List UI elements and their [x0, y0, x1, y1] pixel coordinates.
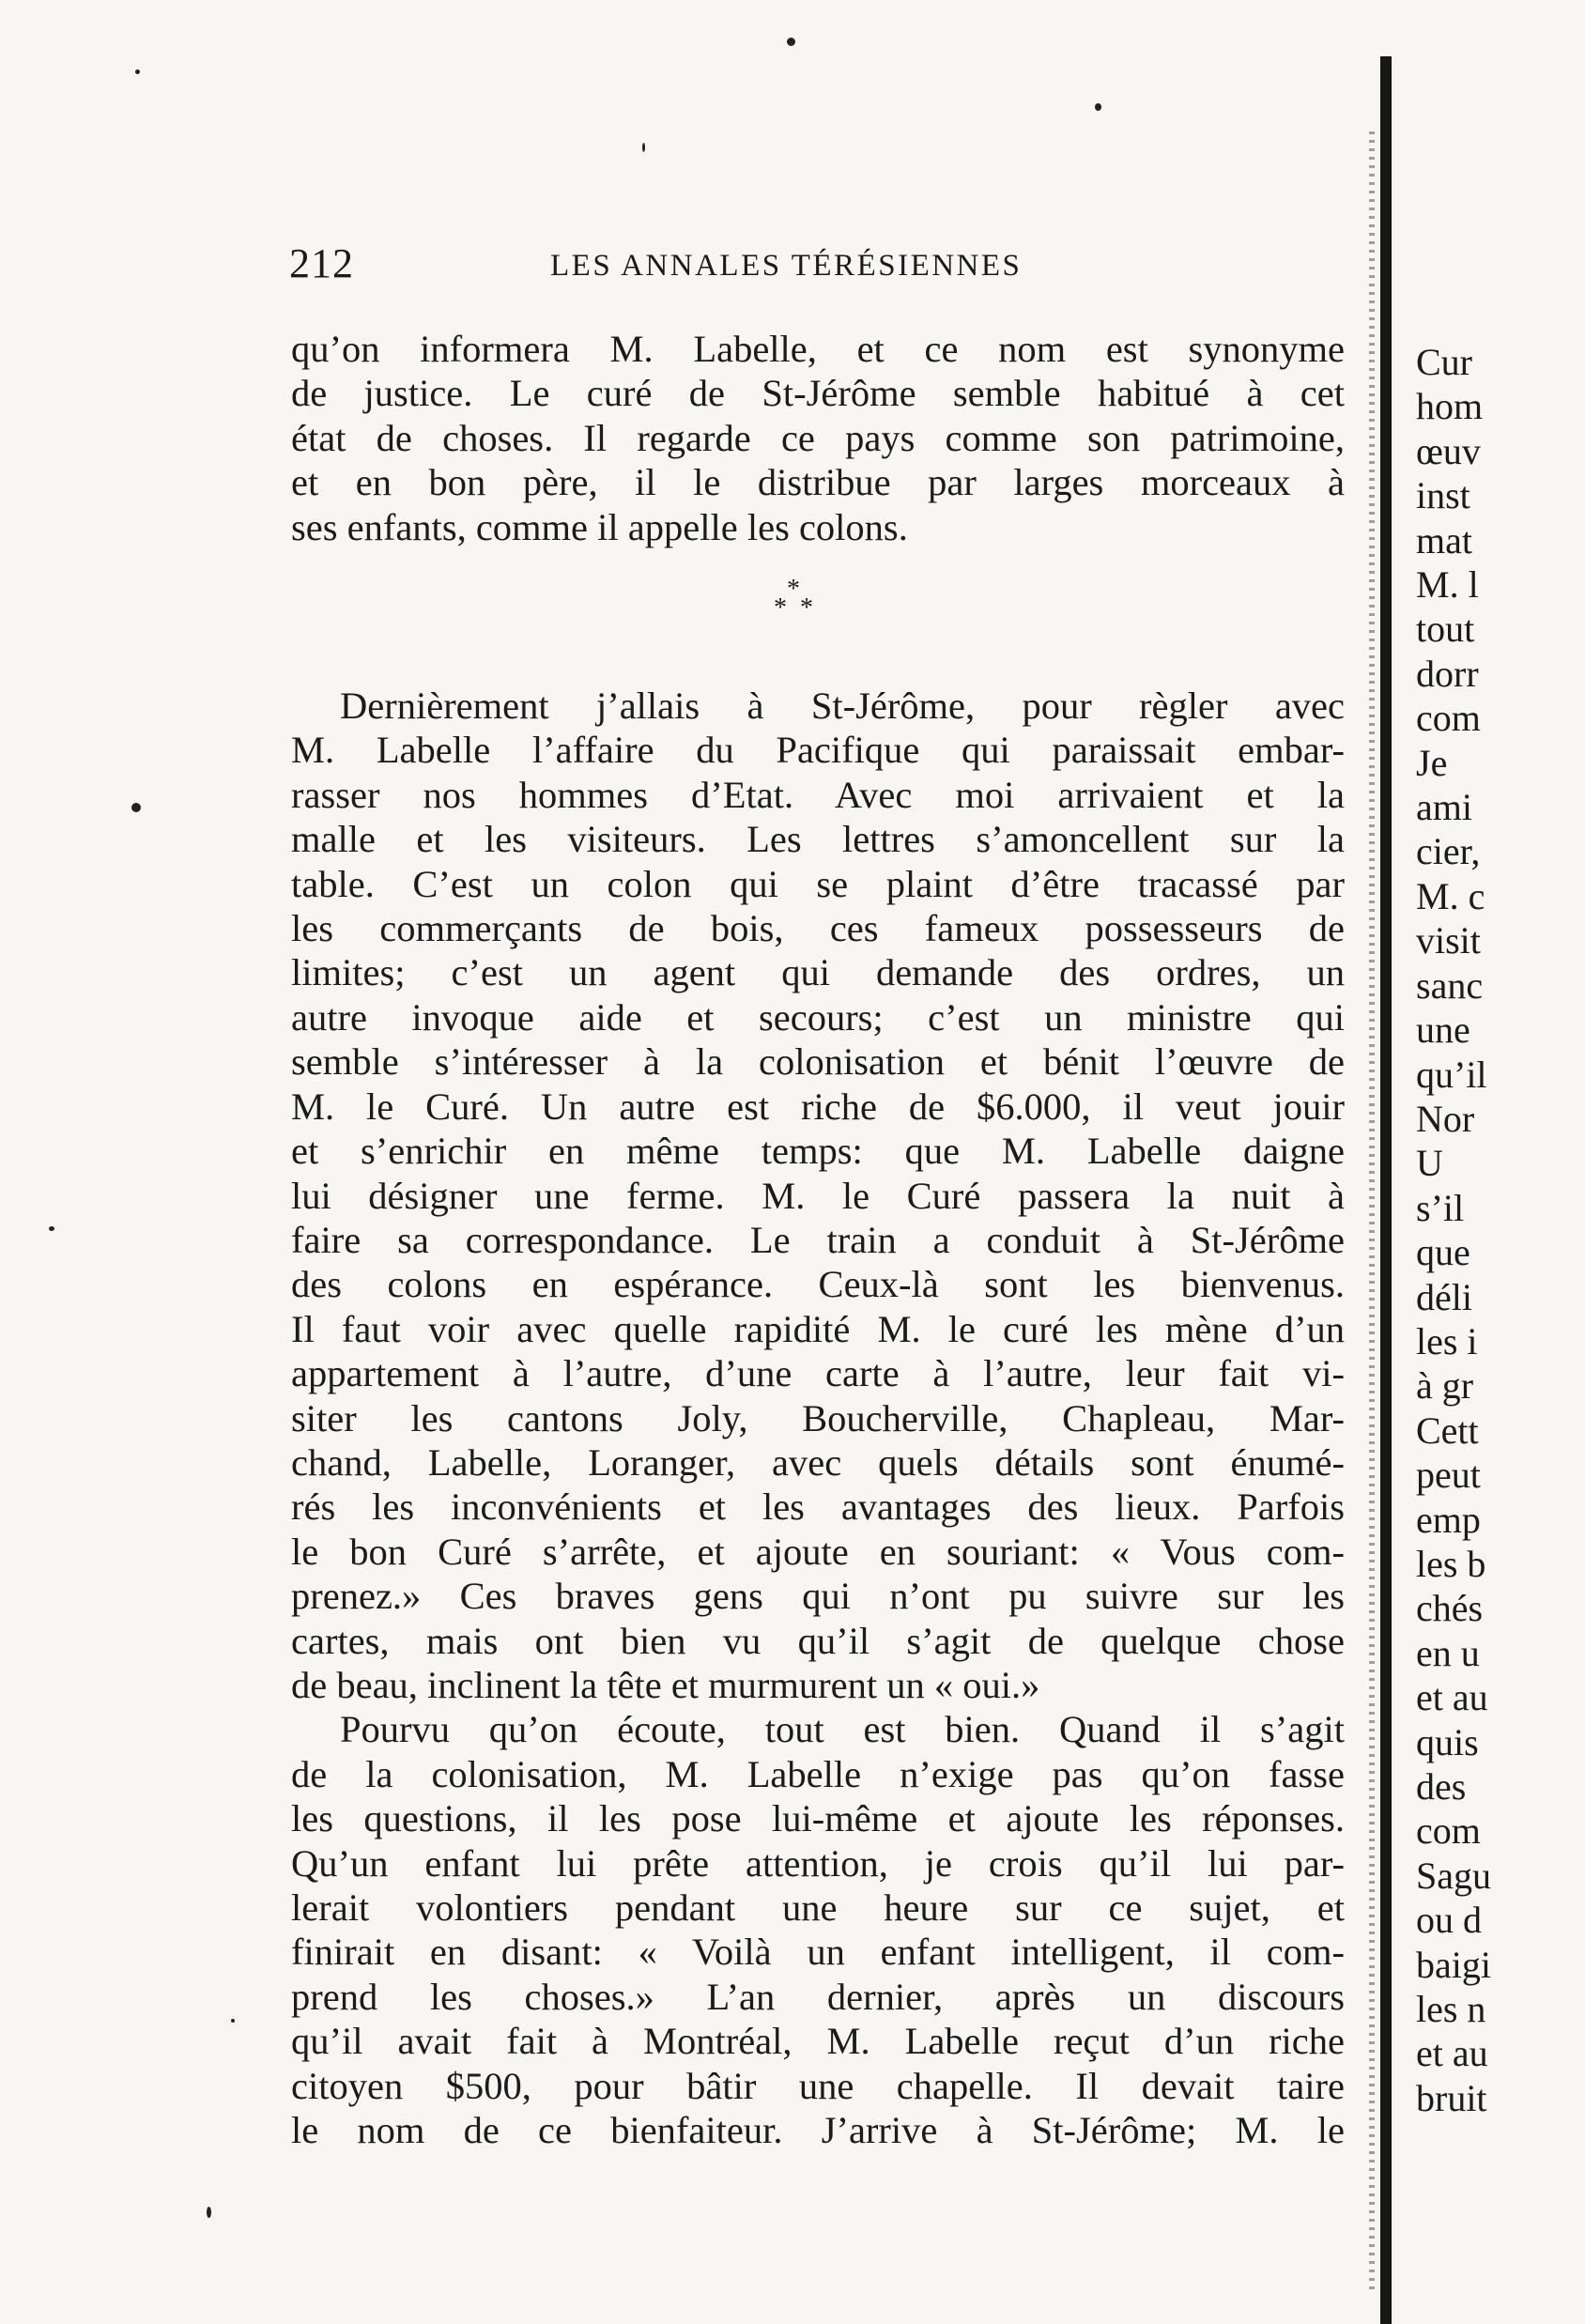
facing-page-line: hom [1416, 385, 1484, 428]
facing-page-line: U [1416, 1142, 1443, 1185]
text-line: qu’il avait fait à Montréal, M. Labelle reçut d’un riche [291, 2020, 1345, 2063]
facing-page-line: tout [1416, 608, 1475, 651]
facing-page-line: M. l [1416, 563, 1479, 607]
text-line: les commerçants de bois, ces fameux possesseurs de [291, 907, 1345, 950]
text-line: Il faut voir avec quelle rapidité M. le curé les mène d’un [291, 1307, 1345, 1350]
facing-page-line: des [1416, 1765, 1467, 1808]
facing-page-line: les b [1416, 1542, 1486, 1585]
text-line: semble s’intéresser à la colonisation et bénit l’œuvre de [291, 1040, 1345, 1084]
text-line: Qu’un enfant lui prête attention, je crois qu’il lui par- [291, 1841, 1345, 1885]
running-title: LES ANNALES TÉRÉSIENNES [550, 249, 1023, 283]
text-line: chand, Labelle, Loranger, avec quels détails sont énumé- [291, 1440, 1345, 1484]
facing-page-line: Cett [1416, 1408, 1479, 1452]
text-line: faire sa correspondance. Le train a conduit à St-Jérôme [291, 1218, 1345, 1261]
text-line: appartement à l’autre, d’une carte à l’autre, leur fait vi- [291, 1352, 1345, 1395]
facing-page-line: une [1416, 1008, 1470, 1052]
facing-page-line: Je [1416, 741, 1448, 784]
scan-speck [231, 2019, 235, 2023]
paragraph-3 [291, 1707, 1345, 2152]
facing-page-line: com [1416, 697, 1481, 740]
facing-page-line: dorr [1416, 652, 1479, 695]
text-line: et en bon père, il le distribue par larges morceaux à [291, 461, 1345, 504]
facing-page-fragment [1416, 340, 1585, 2120]
scan-speck [135, 69, 140, 74]
facing-page-line: M. c [1416, 874, 1485, 917]
facing-page-line: Nor [1416, 1097, 1475, 1140]
text-line: de la colonisation, M. Labelle n’exige pas qu’on fasse [291, 1752, 1345, 1795]
text-line: lui désigner une ferme. M. le Curé passera la nuit à [291, 1174, 1345, 1217]
facing-page-line: les n [1416, 1988, 1486, 2031]
text-line: table. C’est un colon qui se plaint d’être tracassé par [291, 862, 1345, 905]
facing-page-line: bruit [1416, 2076, 1487, 2119]
asterism-star: * [774, 593, 787, 623]
paragraph-2 [291, 684, 1345, 1707]
text-line: malle et les visiteurs. Les lettres s’amoncellent sur la [291, 818, 1345, 861]
facing-page-line: baigi [1416, 1943, 1491, 1986]
scan-speck [207, 2207, 211, 2218]
text-line: état de choses. Il regarde ce pays comme son patrimoine, [291, 416, 1345, 459]
text-line: prenez.» Ces braves gens qui n’ont pu suivre sur les [291, 1575, 1345, 1618]
facing-page-line: peut [1416, 1454, 1481, 1497]
text-line: cartes, mais ont bien vu qu’il s’agit de quelque chose [291, 1619, 1345, 1662]
text-line: de justice. Le curé de St-Jérôme semble habitué à cet [291, 372, 1345, 415]
scan-speck [787, 38, 795, 46]
facing-page-line: les i [1416, 1319, 1478, 1362]
facing-page-line: com [1416, 1809, 1481, 1853]
facing-page-line: déli [1416, 1275, 1472, 1318]
facing-page-line: mat [1416, 518, 1472, 562]
scan-speck [131, 803, 141, 812]
text-line: limites; c’est un agent qui demande des ordres, un [291, 951, 1345, 994]
text-line: Pourvu qu’on écoute, tout est bien. Quand il s’agit [340, 1708, 1345, 1751]
text-line: le nom de ce bienfaiteur. J’arrive à St-Jérôme; M. le [291, 2109, 1345, 2152]
page-number: 212 [289, 240, 354, 286]
text-line: rasser nos hommes d’Etat. Avec moi arrivaient et la [291, 773, 1345, 816]
text-line: les questions, il les pose lui-même et ajoute les réponses. [291, 1797, 1345, 1840]
scan-speck [642, 143, 645, 152]
facing-page-line: œuv [1416, 429, 1481, 472]
facing-page-line: ami [1416, 786, 1472, 829]
facing-page-line: et au [1416, 1676, 1488, 1719]
text-line: de beau, inclinent la tête et murmurent un « oui.» [291, 1663, 1040, 1706]
facing-page-line: Sagu [1416, 1854, 1491, 1897]
facing-page-line: qu’il [1416, 1053, 1487, 1096]
facing-page-line: s’il [1416, 1186, 1465, 1229]
text-line: autre invoque aide et secours; c’est un ministre qui [291, 995, 1345, 1039]
facing-page-line: ou d [1416, 1899, 1482, 1942]
facing-page-line: et au [1416, 2032, 1488, 2075]
scan-speck [49, 1226, 54, 1231]
asterism-star: * [800, 593, 813, 623]
scan-speck [1095, 103, 1101, 111]
text-line: le bon Curé s’arrête, et ajoute en souriant: « Vous com- [291, 1530, 1345, 1573]
paragraph-1 [291, 327, 1345, 549]
text-line: ses enfants, comme il appelle les colons. [291, 505, 908, 548]
facing-page-line: Cur [1416, 341, 1472, 383]
text-line: finirait en disant: « Voilà un enfant intelligent, il com- [291, 1931, 1345, 1974]
section-break-asterism [770, 575, 845, 631]
text-line: des colons en espérance. Ceux-là sont les bienvenus. [291, 1263, 1345, 1306]
text-line: qu’on informera M. Labelle, et ce nom est synonyme [291, 328, 1345, 370]
facing-page-line: en u [1416, 1631, 1480, 1674]
binding-edge-texture [1369, 131, 1375, 2291]
asterism-star: * [787, 575, 800, 604]
facing-page-line: visit [1416, 919, 1481, 962]
text-line: citoyen $500, pour bâtir une chapelle. Il devait taire [291, 2064, 1345, 2107]
text-line: Dernièrement j’allais à St-Jérôme, pour règler avec [340, 685, 1345, 728]
book-gutter-rule [1380, 56, 1392, 2324]
facing-page-line: à gr [1416, 1364, 1474, 1408]
facing-page-line: chés [1416, 1587, 1484, 1630]
text-line: M. le Curé. Un autre est riche de $6.000, il veut jouir [291, 1085, 1345, 1128]
text-line: et s’enrichir en même temps: que M. Labelle daigne [291, 1130, 1345, 1173]
facing-page-line: quis [1416, 1720, 1479, 1763]
text-line: prend les choses.» L’an dernier, après un discours [291, 1975, 1345, 2018]
text-line: rés les inconvénients et les avantages des lieux. Parfois [291, 1485, 1345, 1529]
text-line: lerait volontiers pendant une heure sur ce sujet, et [291, 1886, 1345, 1929]
facing-page-line: cier, [1416, 830, 1481, 873]
facing-page-line: emp [1416, 1498, 1481, 1541]
text-line: siter les cantons Joly, Boucherville, Chapleau, Mar- [291, 1396, 1345, 1439]
page-header [289, 239, 1360, 296]
facing-page-line: inst [1416, 474, 1470, 517]
facing-page-line: sanc [1416, 963, 1484, 1007]
text-line: M. Labelle l’affaire du Pacifique qui paraissait embar- [291, 729, 1345, 772]
facing-page-line: que [1416, 1231, 1470, 1274]
